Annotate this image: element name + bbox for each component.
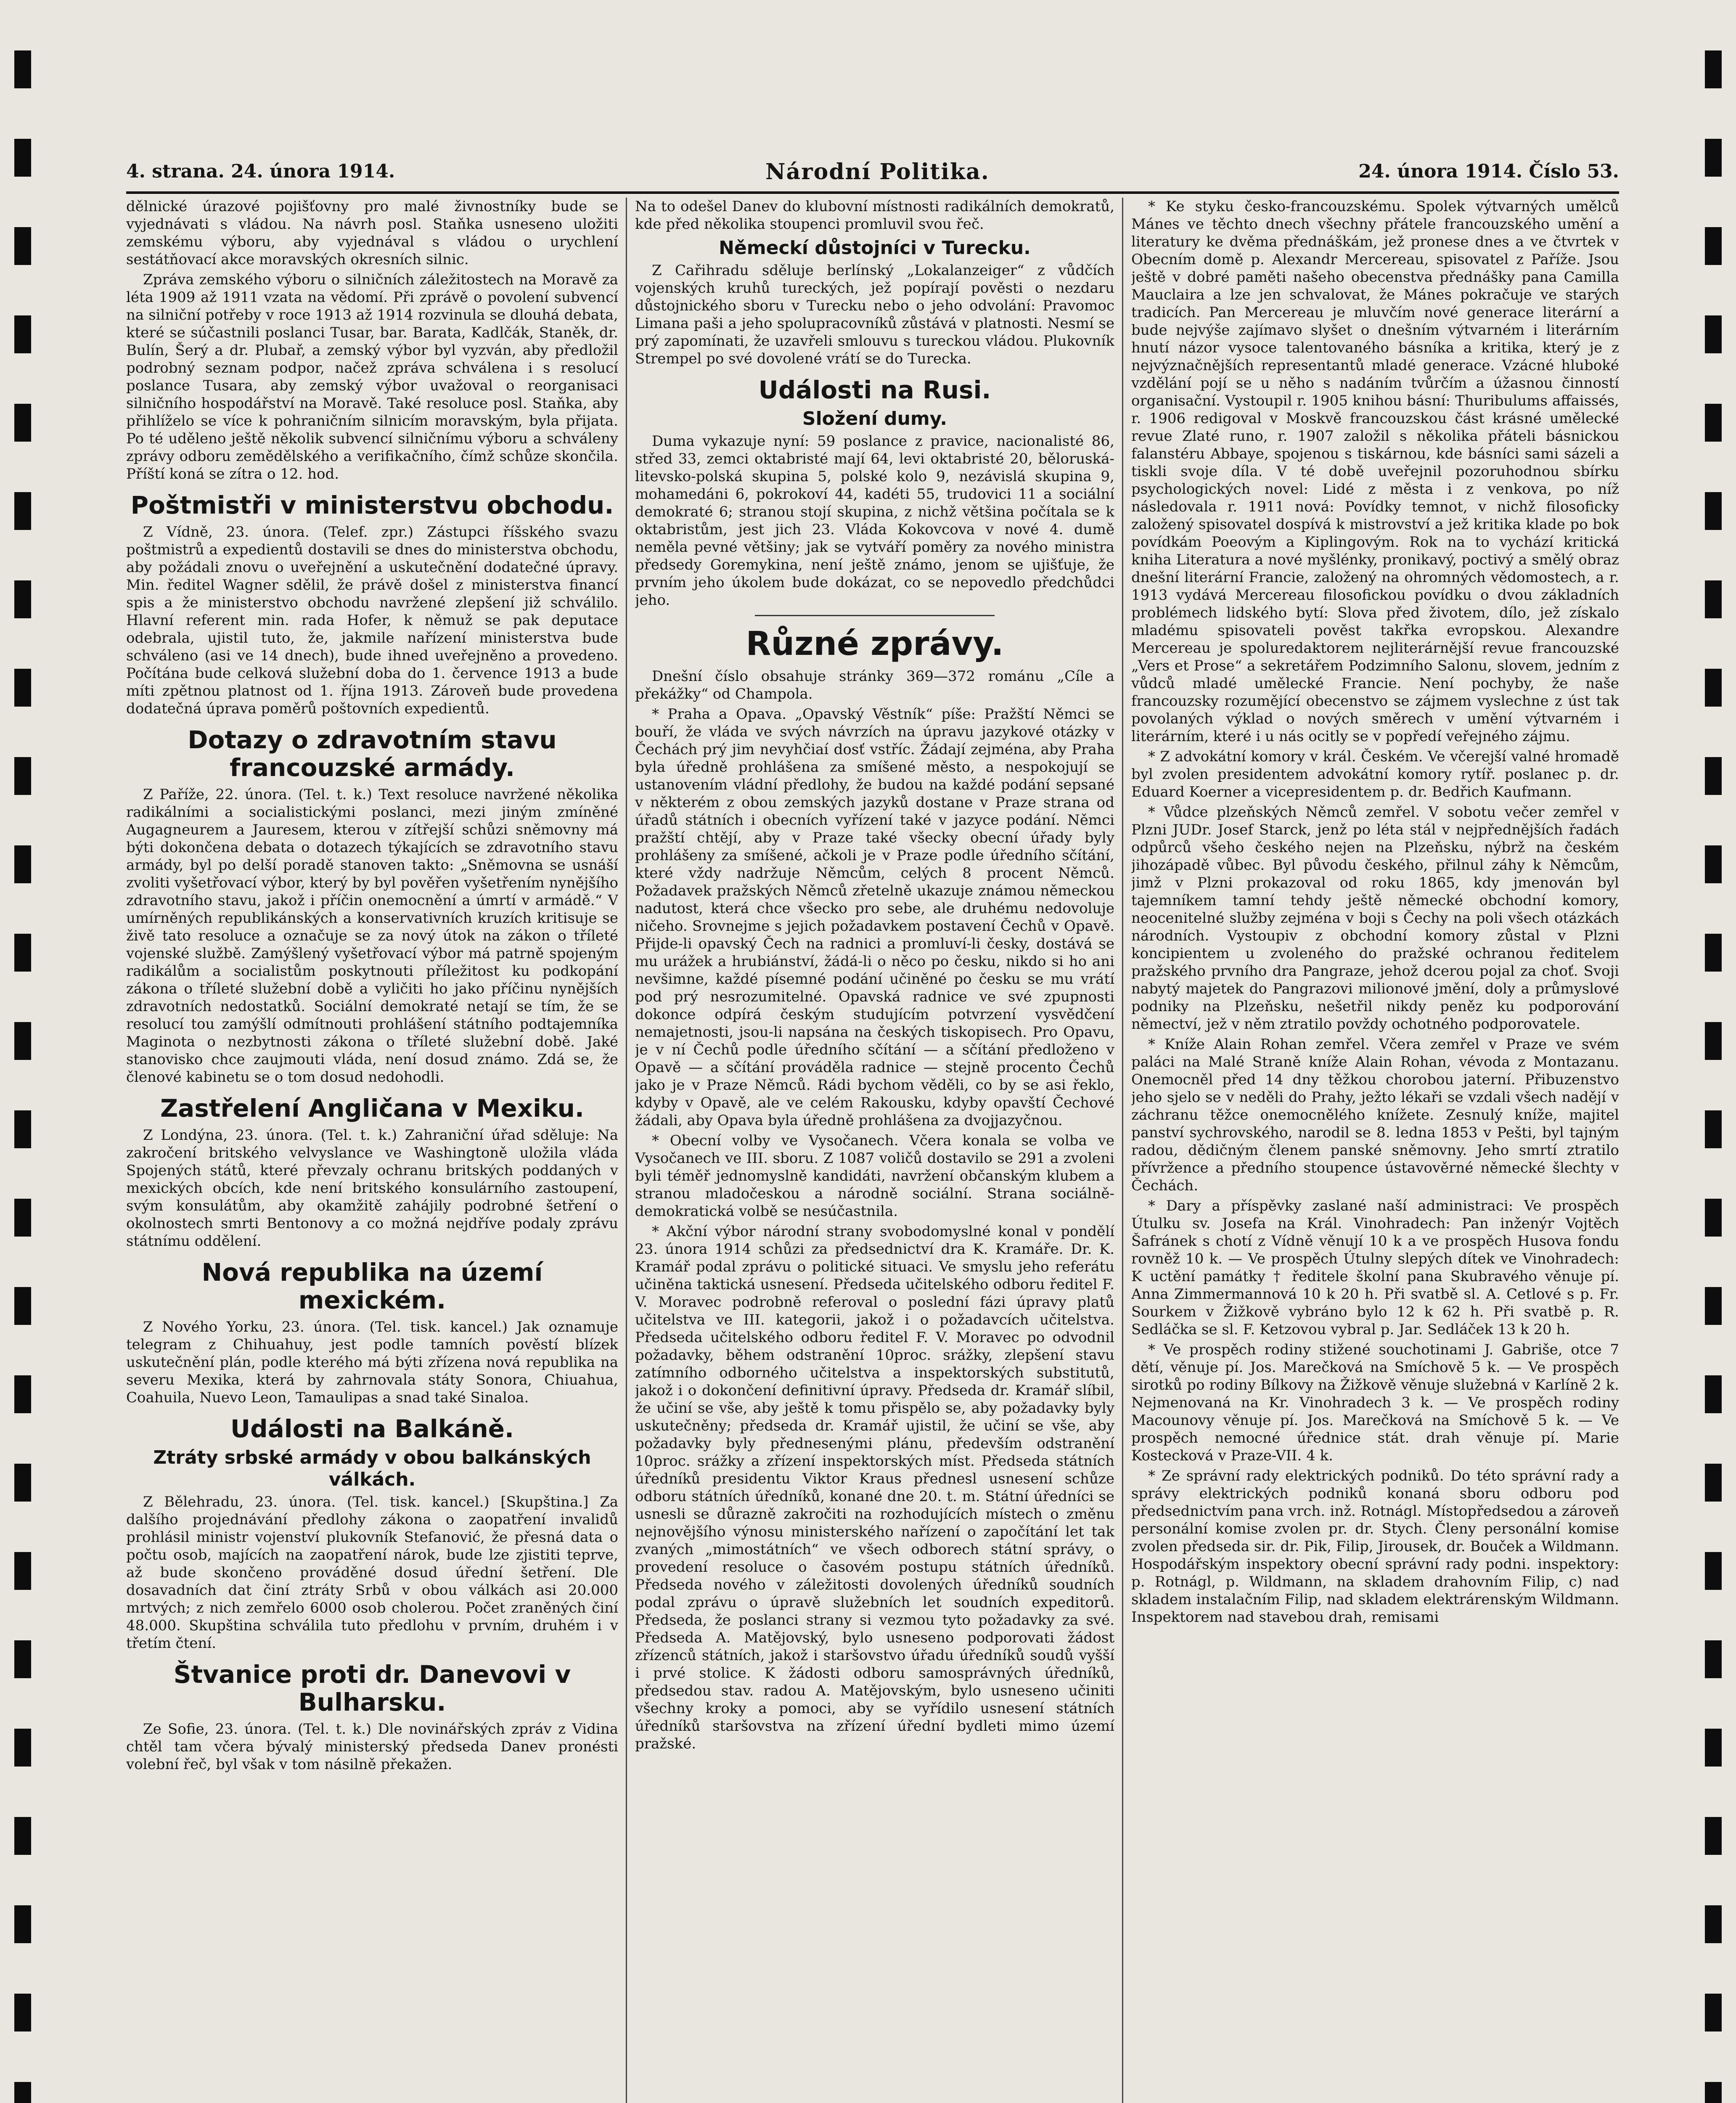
article-headline: Štvanice proti dr. Danevovi v Bulharsku.	[173, 1660, 571, 1716]
news-item: * Ve prospěch rodiny stižené souchotinami J. Gabriše, otce 7 dětí, věnuje pí. Jos. Marečková na Smíchově 5 k. — Ve prospěch sirotků po rodiny Bílkovy na Žižkově věnuje služebná v Karlíně 2 k. Nejmenovaná na Kr. Vinohradech 3 k. — Ve prospěch rodiny Macounovy věnuje pí. Jos. Marečková na Smíchově 5 k. — Ve prospěch nemocné úřednice stát. drah věnuje pí. Marie Kostecková v Praze-VII. 4 k.	[1131, 1341, 1619, 1464]
article-paragraph: Z Cařihradu sděluje berlínský „Lokalanzeiger“ z vůdčích vojenských kruhů tureckých, jež popírají pověsti o nezdaru důstojnického sboru v Turecku nebo o jeho odvolání: Pravomoc Limana paši a jeho spolupracovníků zůstává v platnosti. Nesmí se prý zapomínati, že uzavřeli smlouvu s tureckou vládou. Plukovník Strempel po své dovolené vrátí se do Turecka.	[635, 262, 1114, 367]
header-masthead: Národní Politika.	[765, 159, 990, 185]
column-1	[126, 198, 618, 2103]
news-item: * Ze správní rady elektrických podniků. Do této správní rady a správy elektrických podniků konaná sboru odboru pod předsednictvím pana vrch. inž. Rotnágl. Místopředsedou a zároveň personální komise zvolen pr. dr. Stych. Členy personální komise zvolen předseda sir. dr. Pik, Filip, Jirousek, dr. Bouček a Wildmann. Hospodářským inspektory obecní správní rady podni. inspektory: p. Rotnágl, p. Wildmann, na skladem drahovním Filip, c) nad skladem instalačním Filip, nad skladem elektrárenským Wildmann. Inspektorem nad stavebou drah, remisami	[1131, 1467, 1619, 1626]
article-paragraph: Z Londýna, 23. února. (Tel. t. k.) Zahraniční úřad sděluje: Na zakročení britského velvyslance ve Washingtoně uložila vláda Spojených států, které převzaly ochranu britských poddaných v mexických obcích, kde není britského konsulárního zastoupení, svým konsulátům, aby okamžitě zahájily podrobné šetření o okolnostech smrti Bentonovy a co možná nejdříve podaly zprávu státnímu oddělení.	[126, 1127, 618, 1250]
news-item: * Praha a Opava. „Opavský Věstník“ píše: Pražští Němci se bouří, že vláda ve svých návrzích na úpravu jazykové otázky v Čechách prý jim nevyhčiaí dosť vstříc. Žádají zejména, aby Praha byla úředně prohlášena za smíšené město, a nespokojují se ustanovením vládní předlohy, že budou na každé podání sepsané v některém z obou zemských jazyků dostane v Praze strana od úřadů státních i obecních vyřízení také v jazyce podání. Němci pražští chtějí, aby v Praze také všecky obecní úřady byly prohlášeny za smíšené, ačkoli je v Praze podle úředního sčítání, které vždy nadržuje Němcům, celých 8 procent Němců. Požadavek pražských Němců zřetelně ukazuje známou německou nadutost, která chce všecko pro sebe, ale druhému nedovoluje ničeho. Srovnejme s jejich požadavkem postavení Čechů v Opavě. Přijde-li opavský Čech na radnici a promluví-li česky, dostává se mu urážek a hrubiánství, žádá-li o něco po česku, nikdo si ho ani nevšimne, každé písemné podání učiněné po česku se mu vrátí pod prý nesrozumitelné. Opavská radnice ve své zpupnosti dokonce odpírá českým studujícím potvrzení vysvědčení nemajetnosti, jsou-li napsána na českých tiskopisech. Pro Opavu, je v ní Čechů podle úředního sčítání — a sčítání předloženo v Opavě — a sčítání prováděla radnice — stejně procento Čechů jako je v Praze Němců. Rádi bychom věděli, co by se asi řeklo, kdyby v Opavě, ale ve celém Rakousku, kdyby opavští Čechové žádali, aby Opava byla úředně prohlášena za dvojjazyčnou.	[635, 706, 1114, 1129]
news-item: * Dary a příspěvky zaslané naší administraci: Ve prospěch Útulku sv. Josefa na Král. Vinohradech: Pan inženýr Vojtěch Šafránek s chotí z Vídně věnují 10 k a ve prospěch Husova fondu rovněž 10 k. — Ve prospěch Útulny slepých dítek ve Vinohradech: K uctění památky † ředitele školní pana Skubravého věnuje pí. Anna Zimmermannová 10 k 20 h. Při svatbě sl. A. Cetlové s p. Fr. Sourkem v Žižkově vybráno bylo 12 k 62 h. Při svatbě p. R. Sedláčka se sl. F. Ketzovou vybral p. Jar. Sedláček 13 k 20 h.	[1131, 1197, 1619, 1338]
article-headline: Nová republika na území mexickém.	[201, 1258, 543, 1314]
header-page-date: 4. strana. 24. února 1914.	[126, 161, 395, 182]
article-headline: Dotazy o zdravotním stavu francouzské armády.	[188, 726, 557, 782]
article-headline: Poštmistři v ministerstvu obchodu.	[130, 491, 614, 519]
news-item: * Akční výbor národní strany svobodomyslné konal v pondělí 23. února 1914 schůzi za předsednictví dra K. Kramáře. Dr. K. Kramář podal zprávu o politické situaci. Ve smyslu jeho referátu učiněna taktická usnesení. Předseda učitelského odboru ředitel F. V. Moravec podrobně referoval o poslední fázi úpravy platů učitelstva ve III. kategorii, jakož i o požadavcích učitelstva. Předseda učitelského odboru ředitel F. V. Moravec po odvodnil požadavky, během odstranění 10proc. srážky, zlepšení stavu zatímního odborného učitelstva a inspektorských substitutů, jakož i o dokončení definitivní úpravy. Předseda dr. Kramář slíbil, že učiní se vše, aby ještě k tomu přispělo se, aby požadavky byly uskutečněny; předseda dr. Kramář ujistil, že učiní se vše, aby požadavky byly přednesenými plánu, především odstranění 10proc. srážky a zřízení inspektorských míst. Předseda státních úředníků presidentu Viktor Kraus přednesl usnesení schůze odboru státních úředníků, konané dne 20. t. m. Státní úředníci se usnesli se důrazně zakročiti na rozhodujících místech o změnu nejnovějšího výnosu ministerského nařízení o započítání let tak zvaných „mimostátních“ ve všech odborech státní správy, o provedení resoluce o časovém postupu státních úředníků. Předseda nového v záležitosti dovolených úředníků soudních podal zprávu o úpravě služebních let soudních expeditorů. Předseda, že poslanci strany si vezmou tyto požadavky za své. Předseda A. Matějovský, bylo usneseno podporovati žádost zřízenců státních, jakož i staršovstvo úřadu úředníků soudů vyšší i prvé stolice. K žádosti odboru samosprávných úředníků, předsedou stav. radou A. Matějovským, bylo usneseno učiniti všechny kroky a pomoci, aby se vyřídilo usnesení státních úředníků staršovstva na zřízení úřední bydleti mimo území pražské.	[635, 1223, 1114, 1752]
section-headline: Události na Rusi.	[758, 376, 991, 404]
article-paragraph: Z Paříže, 22. února. (Tel. t. k.) Text resoluce navržené několika radikálními a socialistickými poslanci, mezi jiným zmíněné Augagneurem a Jauresem, kterou v zítřejší schůzi sněmovny má býti dokončena debata o dotazech týkajících se zdravotního stavu armády, byl po delší poradě stanoven takto: „Sněmovna se usnáší zvoliti vyšetřovací výbor, který by byl pověřen vyšetřením nynějšího zdravotního stavu, jakož i příčin onemocnění a úmrtí v armádě.“ V umírněných republikánských a konservativních kruzích kritisuje se živě tato resoluce a označuje se za nový útok na zákon o tříleté vojenské službě. Zamýšlený vyšetřovací výbor má patrně spojeným radikálům a socialistům poskytnouti příležitost ku podkopání zákona o tříleté služební době a vyličiti ho jako příčinu nynějších zdravotních nedostatků. Sociální demokraté netají se tím, že se resolucí tou zamýšlí odmítnouti prohlášení státního podtajemníka Maginota o nezbytnosti zákona o tříleté služební době. Jaké stanovisko chce zaujmouti vláda, není dosud známo. Zdá se, že členové kabinetu se o tom dosud nedohodli.	[126, 786, 618, 1086]
section-headline: Různé zprávy.	[746, 625, 1004, 663]
article-headline: Ztráty srbské armády v obou balkánských válkách.	[153, 1447, 591, 1490]
news-item: * Z advokátní komory v král. Českém. Ve včerejší valné hromadě byl zvolen presidentem advokátní komory rytíř. poslanec p. dr. Eduard Koerner a vicepresidentem p. dr. Bedřich Kaufmann.	[1131, 748, 1619, 800]
article-paragraph: Dnešní číslo obsahuje stránky 369—372 románu „Cíle a překážky“ od Champola.	[635, 668, 1114, 702]
article-paragraph: Ze Sofie, 23. února. (Tel. t. k.) Dle novinářských zpráv z Vidina chtěl tam včera bývalý ministerský předseda Danev pronésti volební řeč, byl však v tom násilně překažen.	[126, 1721, 618, 1773]
news-item: * Kníže Alain Rohan zemřel. Včera zemřel v Praze ve svém paláci na Malé Straně kníže Alain Rohan, vévoda z Montazanu. Onemocněl před 14 dny těžkou chorobou jaterní. Přibuzenstvo jeho sjelo se v neděli do Prahy, ježto lékaři se vzdali všech nadějí v záchranu těžce onemocnělého knížete. Zesnulý kníže, majitel panství sychrovského, narodil se 8. ledna 1853 v Pešti, byl tajným radou, dědičným členem panské sněmovny. Jeho smrtí ztratilo přívržence a předního stoupence ústavověrné německé šlechty v Čechách.	[1131, 1036, 1619, 1194]
article-paragraph: Duma vykazuje nyní: 59 poslance z pravice, nacionalisté 86, střed 33, zemci oktabristé mají 64, levi oktabristé 20, běloruská-litevsko-polská skupina 5, polské kolo 9, nezávislá skupina 9, mohamedáni 6, pokrokoví 44, kadéti 55, trudovici 11 a sociální demokraté 6; stranou stojí skupina, z nichž většina počítala se k oktabristům, jest jich 23. Vláda Kokovcova v nové 4. dumě neměla pevné většiny; jak se vytváří poměry za nového ministra předsedy Goremykina, není ještě známo, jenom se ujišťuje, že prvním jeho úkolem bude dokázat, co se nepovedlo předchůdci jeho.	[635, 433, 1114, 609]
article-headline: Zastřelení Angličana v Mexiku.	[160, 1094, 584, 1123]
film-perforation-left	[14, 0, 31, 2103]
column-divider	[1122, 198, 1123, 2103]
article-headline: Německí důstojníci v Turecku.	[719, 237, 1031, 259]
section-headline: Události na Balkáně.	[230, 1414, 514, 1443]
header-issue-number: 24. února 1914. Číslo 53.	[1358, 161, 1619, 182]
column-2	[635, 198, 1114, 2103]
news-item: * Ke styku česko-francouzskému. Spolek výtvarných umělců Mánes ve těchto dnech všechny přátele francouzského umění a literatury ke dvěma přednáškám, jež pronese dnes a ve čtvrtek v Obecním domě p. Alexandr Mercereau, spisovatel z Paříže. Jsou ještě v dobré paměti našeho obecenstva přednášky pana Camilla Mauclaira a lze jen schvalovat, že Mánes pokračuje ve starých tradicích. Pan Mercereau je mluvčím nové generace literární a bude nejvýše zajímavo slyšet o dnešním výtvarném i literárním hnutí názor vysoce talentovaného básníka a kritika, který je z nejvýznačnějších representantů mladé generace. Vzácné hluboké vzdělání pojí se u něho s nadáním tvůrčím a úžasnou činností organisační. Vystoupil r. 1905 knihou básní: Thuribulums affaissés, r. 1906 redigoval v Moskvě francouzskou část krásné umělecké revue Zlaté runo, r. 1907 založil s několika přáteli básnickou falanstéru Abbaye, spojenou s tiskárnou, kde básníci sami sázeli a tiskli svoje díla. V té době uveřejnil pozoruhodnou sbírku psychologických novel: Lidé z města i z venkova, po níž následovala r. 1911 nová: Povídky temnot, v nichž filosoficky založený spisovatel dospívá k mistrovství a jež kritika klade po bok povídkám Poeovým a Kiplingovým. Rok na to vychází kritická kniha Literatura a nové myšlénky, pronikavý, poctivý a smělý obraz dnešní literární Francie, založený na ohromných vědomostech, a r. 1913 vydává Mercereau filosofickou povídku o dvou základních problémech lidského bytí: Slova před životem, dílo, jež získalo mladému spisovateli pověst takřka evropskou. Alexandre Mercereau je spoluredaktorem nejliterárnější revue francouzské „Vers et Prose“ a sekretářem Podzimního Salonu, slovem, jedním z vůdců mladé umělecké Francie. Není pochyby, že naše francouzsky rozumějící obecenstvo se zájmem vyslechne z úst tak povolaných výklad o nových směrech v umění výtvarném i literárním, které i u nás ocitly se v popředí veřejného zájmu.	[1131, 198, 1619, 745]
article-paragraph: Zpráva zemského výboru o silničních záležitostech na Moravě za léta 1909 až 1911 vzata na vědomí. Při zprávě o povolení subvencí na silniční potřeby v roce 1913 až 1914 rozvinula se dlouhá debata, které se súčastnili poslanci Tusar, bar. Barata, Kadlčák, Staněk, dr. Bulín, Šerý a dr. Plubař, a zemský výbor byl vyzván, aby předložil podrobný seznam podpor, načež zpráva schválena i s resolucí poslance Tusara, aby zemský výbor uvažoval o reorganisaci silničního hospodářství na Moravě. Také resoluce posl. Staňka, aby přihlíželo se více k pohraničním silnicím moravským, byla přijata. Po té uděleno ještě několik subvencí silničnímu výboru a schváleny zprávy odboru zemědělského a verifikačního, čímž schůze skončila. Příští koná se zítra o 12. hod.	[126, 271, 618, 482]
section-divider	[755, 615, 995, 616]
news-item: * Vůdce plzeňských Němců zemřel. V sobotu večer zemřel v Plzni JUDr. Josef Starck, jenž po léta stál v nejpřednějších řadách odpůrců všeho českého nejen na Plzeňsku, nýbrž na českém jihozápadě vůbec. Byl původu českého, přilnul záhy k Němcům, jimž v Plzni prokazoval od roku 1865, kdy jmenován byl tajemníkem tamní tehdy ještě německé obchodní komory, neocenitelné služby zejména v boji s Čechy na poli všech otázkách národních. Vystoupiv z obchodní komory zůstal v Plzni koncipientem u zvoleného do pražské ochranou ředitelem pražského prvního dra Pangraze, jehož dcerou pojal za choť. Svoji nabytý majetek do Pangrazovi milionové jmění, doly a průmyslové podniky na Plzeňsku, nešetřil nikdy peněz ku podporování němectví, jež v něm ztratilo povždy ochotného podporovatele.	[1131, 804, 1619, 1033]
header-rule	[126, 191, 1619, 194]
article-headline: Složení dumy.	[802, 408, 947, 429]
news-item: * Obecní volby ve Vysočanech. Včera konala se volba ve Vysočanech ve III. sboru. Z 1087 voličů dostavilo se 291 a zvoleni byli téměř jednomyslně kandidáti, navržení občanským klubem a stranou mladočeskou a národně sociální. Strana sociálně-demokratická volbě se nesúčastnila.	[635, 1132, 1114, 1220]
article-paragraph: Z Bělehradu, 23. února. (Tel. tisk. kancel.) [Skupština.] Za dalšího projednávání předlohy zákona o zaopatření invalidů prohlásil ministr vojenství plukovník Stefanović, že přesná data o počtu osob, majících na zaopatření nárok, bude lze zjistiti teprve, až bude skončeno prováděné dosud úřední šetření. Dle dosavadních dat činí ztráty Srbů v obou válkách asi 20.000 mrtvých; z nich zemřelo 6000 osob cholerou. Počet zraněných činí 48.000. Skupština schválila tuto předlohu v prvním, druhém i v třetím čtení.	[126, 1494, 618, 1652]
article-paragraph: Z Vídně, 23. února. (Telef. zpr.) Zástupci říšského svazu poštmistrů a expedientů dostavili se dnes do ministerstva obchodu, aby požádali znovu o uveřejnění a uskutečnění dodatečné úpravy. Min. ředitel Wagner sdělil, že právě došel z ministerstva financí spis a že ministerstvo obchodu navržené zlepšení již schválilo. Hlavní referent min. rada Hofer, k němuž se pak deputace odebrala, ujistil tuto, že, jakmile nařízení ministerstva bude schváleno (asi ve 14 dnech), bude ihned uveřejněno a provedeno. Počítána bude celková služební doba do 1. července 1913 a bude míti zpětnou platnost od 1. října 1913. Zároveň bude provedena dodatečná úprava poměrů poštovních expedientů.	[126, 524, 618, 717]
article-paragraph: Na to odešel Danev do klubovní místnosti radikálních demokratů, kde před několika stoupenci promluvil svou řeč.	[635, 198, 1114, 233]
article-paragraph: Z Nového Yorku, 23. února. (Tel. tisk. kancel.) Jak oznamuje telegram z Chihuahuy, jest podle tamních pověstí blízek uskutečnění plán, podle kterého má býti zřízena nová republika na severu Mexika, která by zahrnovala státy Sonora, Chiuahua, Coahuila, Nuevo Leon, Tamaulipas a snad také Sinaloa.	[126, 1319, 618, 1406]
column-3	[1131, 198, 1619, 2103]
page-header	[126, 161, 1619, 190]
article-paragraph: dělnické úrazové pojišťovny pro malé živnostníky bude se vyjednávati s vládou. Na návrh posl. Staňka usneseno uložiti zemskému výboru, aby vyjednával s vládou o urychlení sestátňovací akce moravských okresních silnic.	[126, 198, 618, 268]
film-perforation-right	[1705, 0, 1722, 2103]
column-divider	[626, 198, 627, 2103]
